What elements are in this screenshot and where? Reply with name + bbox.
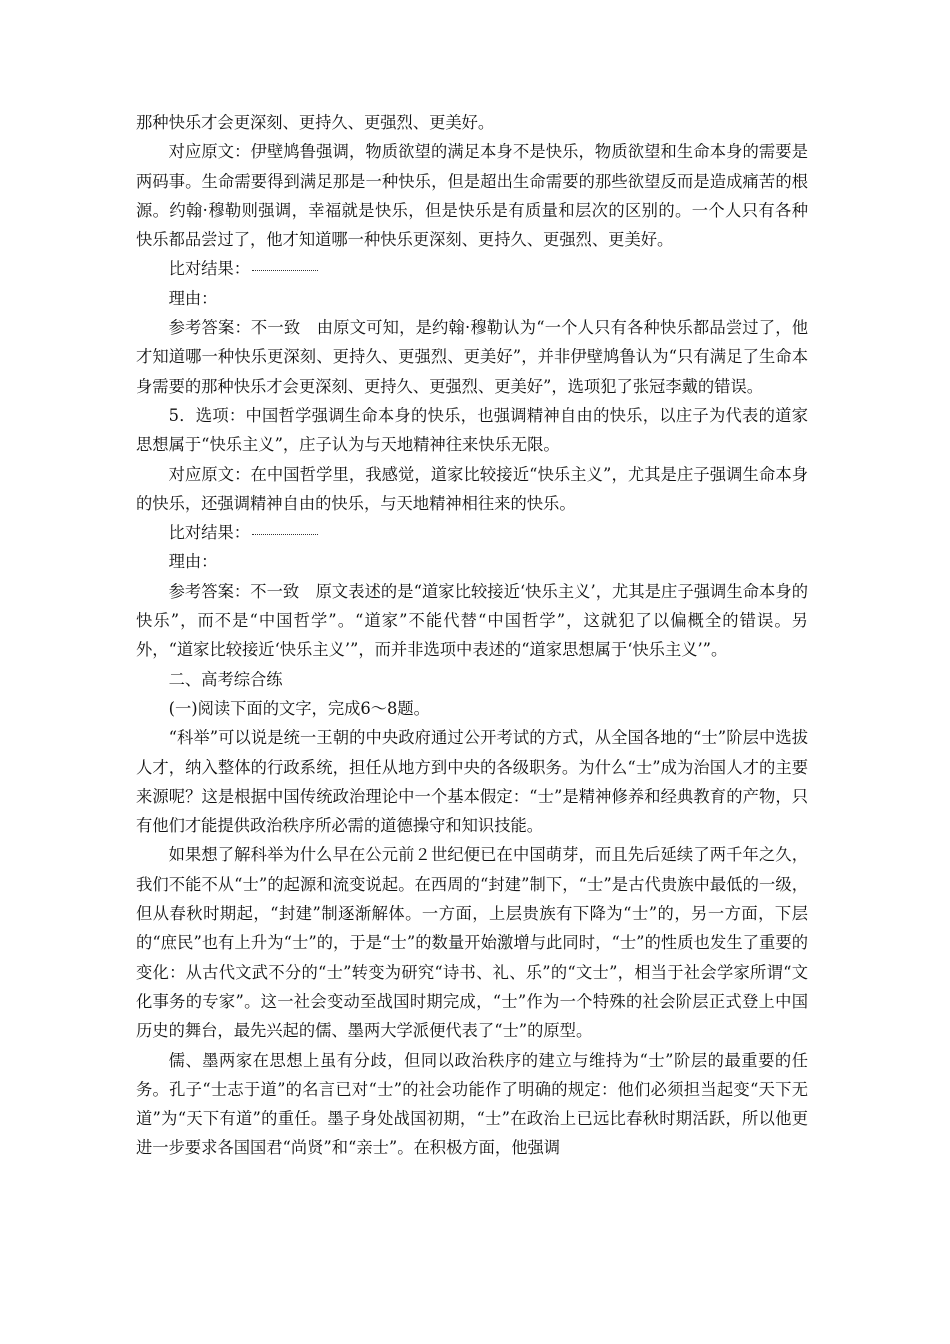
reading-paragraph: 如果想了解科举为什么早在公元前２世纪便已在中国萌芽，而且先后延续了两千年之久，我们不能不从“士”的起源和流变说起。在西周的“封建”制下，“士”是古代贵族中最低的一级，但从春秋时期起，“封建”制逐渐解体。一方面，上层贵族有下降为“士”的，另一方面，下层的“庶民”也有上升为“士”的，于是“士”的数量开始激增与此同时，“士”的性质也发生了重要的变化：从古代文武不分的“士”转变为研究“诗书、礼、乐”的“文士”，相当于社会学家所谓“文化事务的专家”。这一社会变动至战国时期完成，“士”作为一个特殊的社会阶层正式登上中国历史的舞台，最先兴起的儒、墨两大学派便代表了“士”的原型。 (136, 845, 808, 1041)
reference-answer: 参考答案：不一致 由原文可知，是约翰·穆勒认为“一个人只有各种快乐都品尝过了，他才知道哪一种快乐更深刻、更持久、更强烈、更美好”，并非伊壁鸠鲁认为“只有满足了生命本身需要的那种快乐才会更深刻、更持久、更强烈、更美好”，选项犯了张冠李戴的错误。 (136, 318, 808, 396)
reading-paragraph: “科举”可以说是统一王朝的中央政府通过公开考试的方式，从全国各地的“士”阶层中选拔人才，纳入整体的行政系统，担任从地方到中央的各级职务。为什么“士”成为治国人才的主要来源呢？这是根据中国传统政治理论中一个基本假定：“士”是精神修养和经典教育的产物，只有他们才能提供政治秩序所必需的道德操守和知识技能。 (136, 728, 808, 836)
paragraph: 对应原文：伊壁鸠鲁强调，物质欲望的满足本身不是快乐，物质欲望和生命本身的需要是两码事。生命需要得到满足那是一种快乐，但是超出生命需要的那些欲望反而是造成痛苦的根源。约翰·穆勒则强调，幸福就是快乐，但是快乐是有质量和层次的区别的。一个人只有各种快乐都品尝过了，他才知道哪一种快乐更深刻、更持久、更强烈、更美好。 (136, 142, 808, 250)
answer-blank (252, 533, 318, 535)
section-heading: 二、高考综合练 (168, 669, 283, 689)
comparison-result-label: 比对结果： (168, 523, 251, 543)
answer-blank (252, 269, 318, 271)
comparison-result-line (136, 518, 808, 547)
comparison-result-label: 比对结果： (168, 259, 251, 279)
reading-paragraph: 儒、墨两家在思想上虽有分歧，但同以政治秩序的建立与维持为“士”阶层的最重要的任务。孔子“士志于道”的名言已对“士”的社会功能作了明确的规定：他们必须担当起变“天下无道”为“天下有道”的重任。墨子身处战国初期，“士”在政治上已远比春秋时期活跃，所以他更进一步要求各国国君“尚贤”和“亲士”。在积极方面，他强调 (136, 1050, 808, 1158)
document-page (136, 108, 808, 1163)
reference-answer: 参考答案：不一致 原文表述的是“道家比较接近‘快乐主义’，尤其是庄子强调生命本身的快乐”，而不是“中国哲学”。“道家”不能代替“中国哲学”，这就犯了以偏概全的错误。另外，“道家比较接近‘快乐主义’”，而并非选项中表述的“道家思想属于‘快乐主义’”。 (136, 581, 808, 660)
reason-label: 理由： (168, 288, 218, 308)
paragraph: 对应原文：在中国哲学里，我感觉，道家比较接近“快乐主义”，尤其是庄子强调生命本身的快乐，还强调精神自由的快乐，与天地精神相往来的快乐。 (136, 464, 808, 513)
comparison-result-line (136, 254, 808, 283)
reason-label: 理由： (168, 552, 218, 572)
paragraph: 那种快乐才会更深刻、更持久、更强烈、更美好。 (136, 113, 495, 132)
question-option: 5．选项：中国哲学强调生命本身的快乐，也强调精神自由的快乐，以庄子为代表的道家思想属于“快乐主义”，庄子认为与天地精神往来快乐无限。 (136, 405, 808, 455)
reading-instruction: (一)阅读下面的文字，完成6～8题。 (168, 698, 430, 718)
